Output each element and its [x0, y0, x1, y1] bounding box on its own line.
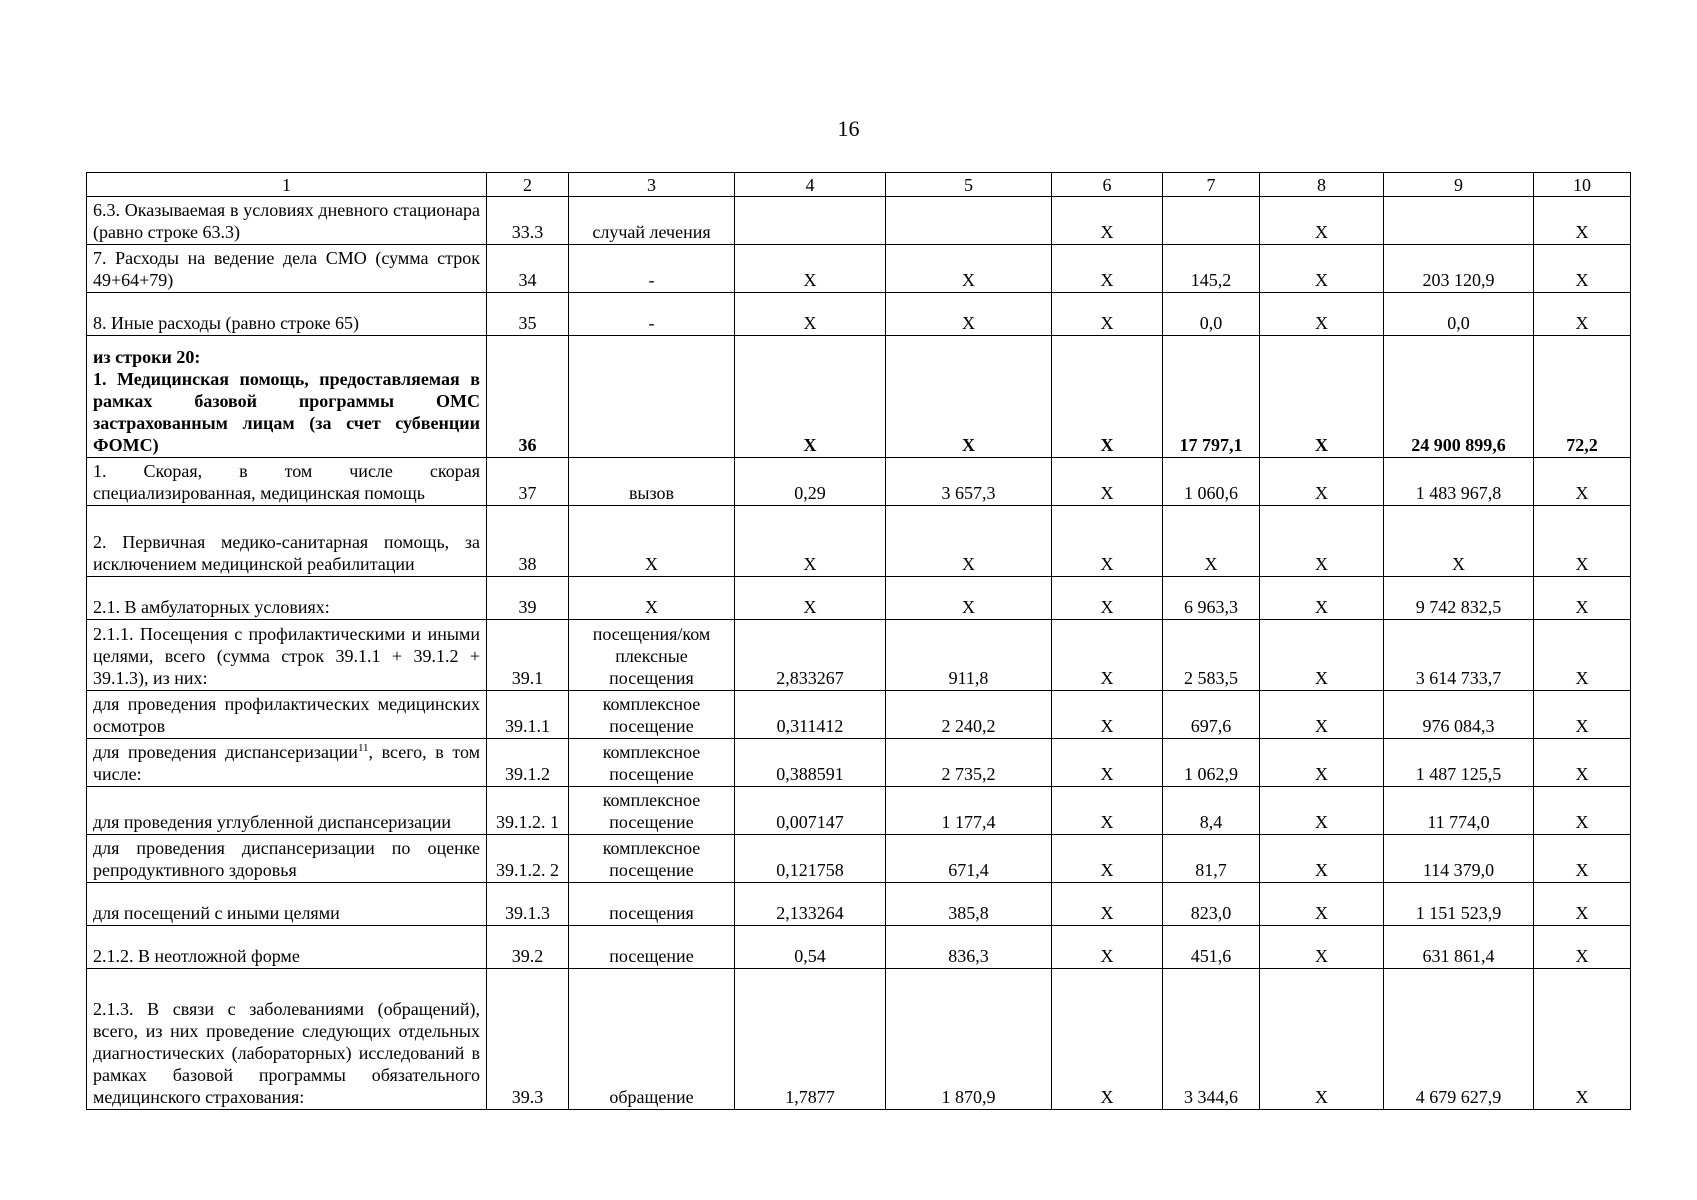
row-value-c9: 4 679 627,9 [1384, 969, 1534, 1110]
row-value-c10: 72,2 [1534, 336, 1631, 458]
row-name-text: 6.3. Оказываемая в условиях дневного стационара (равно строке 63.3) [93, 200, 480, 242]
row-value-c8: Х [1260, 926, 1384, 969]
row-value-c5: Х [886, 336, 1052, 458]
row-value-c5: Х [886, 506, 1052, 577]
row-value-c8: Х [1260, 969, 1384, 1110]
row-value-c4: 0,388591 [735, 739, 886, 787]
row-value-c7: 8,4 [1163, 787, 1260, 835]
row-unit: комплексное посещение [569, 691, 735, 739]
row-value-c10: Х [1534, 293, 1631, 336]
row-value-c4: Х [735, 293, 886, 336]
row-value-c8: Х [1260, 835, 1384, 883]
row-code: 38 [487, 506, 569, 577]
column-header: 2 [487, 173, 569, 197]
row-name [87, 458, 487, 506]
row-value-c5: Х [886, 293, 1052, 336]
row-name [87, 691, 487, 739]
row-unit: Х [569, 577, 735, 620]
column-number-row [87, 173, 1631, 197]
row-value-c6: Х [1052, 336, 1163, 458]
row-value-c7: 1 060,6 [1163, 458, 1260, 506]
row-value-c6: Х [1052, 577, 1163, 620]
row-name [87, 577, 487, 620]
row-value-c4: 2,833267 [735, 620, 886, 691]
row-value-c6: Х [1052, 883, 1163, 926]
row-value-c4: 0,311412 [735, 691, 886, 739]
table-row [87, 293, 1631, 336]
row-value-c8: Х [1260, 197, 1384, 245]
row-code: 39.1.2. 2 [487, 835, 569, 883]
row-value-c5: 2 240,2 [886, 691, 1052, 739]
row-value-c4: 0,29 [735, 458, 886, 506]
row-unit: комплексное посещение [569, 787, 735, 835]
row-code: 39.1.3 [487, 883, 569, 926]
row-value-c6: Х [1052, 245, 1163, 293]
row-value-c8: Х [1260, 691, 1384, 739]
row-value-c10: Х [1534, 835, 1631, 883]
row-code: 39.1.1 [487, 691, 569, 739]
row-name-text: 2. Первичная медико-санитарная помощь, за исключением медицинской реабилитации [93, 532, 480, 574]
row-value-c5: Х [886, 577, 1052, 620]
row-value-c7: 3 344,6 [1163, 969, 1260, 1110]
row-value-c9: 203 120,9 [1384, 245, 1534, 293]
row-name [87, 620, 487, 691]
row-value-c6: Х [1052, 620, 1163, 691]
row-code: 36 [487, 336, 569, 458]
row-value-c8: Х [1260, 883, 1384, 926]
row-value-c7: 451,6 [1163, 926, 1260, 969]
column-header: 7 [1163, 173, 1260, 197]
row-value-c7: Х [1163, 506, 1260, 577]
row-code: 39.2 [487, 926, 569, 969]
row-value-c10: Х [1534, 691, 1631, 739]
row-value-c7: 145,2 [1163, 245, 1260, 293]
row-value-c5: 671,4 [886, 835, 1052, 883]
row-code: 39.1.2 [487, 739, 569, 787]
row-value-c10: Х [1534, 577, 1631, 620]
row-value-c4: Х [735, 245, 886, 293]
row-value-c8: Х [1260, 787, 1384, 835]
row-unit: посещение [569, 926, 735, 969]
footnote-ref: 11 [357, 742, 369, 754]
row-value-c10: Х [1534, 739, 1631, 787]
row-unit: посещения [569, 883, 735, 926]
table-row [87, 506, 1631, 577]
row-name-text: 2.1.2. В неотложной форме [93, 946, 300, 966]
table-row [87, 883, 1631, 926]
row-code: 33.3 [487, 197, 569, 245]
row-value-c8: Х [1260, 336, 1384, 458]
column-header: 10 [1534, 173, 1631, 197]
row-value-c6: Х [1052, 293, 1163, 336]
row-unit: вызов [569, 458, 735, 506]
row-value-c6: Х [1052, 506, 1163, 577]
row-value-c10: Х [1534, 197, 1631, 245]
column-header: 4 [735, 173, 886, 197]
row-value-c5: 1 870,9 [886, 969, 1052, 1110]
row-value-c8: Х [1260, 577, 1384, 620]
row-name-text: для проведения диспансеризации [93, 742, 358, 762]
row-name [87, 926, 487, 969]
row-value-c5: 911,8 [886, 620, 1052, 691]
column-header: 8 [1260, 173, 1384, 197]
table-row [87, 969, 1631, 1110]
row-value-c6: Х [1052, 787, 1163, 835]
row-code: 39.1.2. 1 [487, 787, 569, 835]
row-value-c5: 3 657,3 [886, 458, 1052, 506]
row-name-text: для проведения профилактических медицинских осмотров [93, 694, 480, 736]
page-number: 16 [837, 116, 860, 141]
table-row [87, 336, 1631, 458]
table-row [87, 926, 1631, 969]
row-name [87, 835, 487, 883]
row-value-c5: 1 177,4 [886, 787, 1052, 835]
row-name-tail: , всего, в том числе: [93, 742, 480, 784]
table-row [87, 458, 1631, 506]
column-header: 9 [1384, 173, 1534, 197]
row-value-c10: Х [1534, 245, 1631, 293]
row-value-c9: 1 483 967,8 [1384, 458, 1534, 506]
row-value-c8: Х [1260, 739, 1384, 787]
row-unit: Х [569, 506, 735, 577]
row-name-text: 1. Скорая, в том числе скорая специализированная, медицинская помощь [93, 461, 480, 503]
table-row [87, 577, 1631, 620]
row-code: 39.3 [487, 969, 569, 1110]
row-value-c6: Х [1052, 926, 1163, 969]
row-value-c10: Х [1534, 969, 1631, 1110]
row-value-c9: 631 861,4 [1384, 926, 1534, 969]
row-value-c4 [735, 197, 886, 245]
row-value-c5: Х [886, 245, 1052, 293]
row-value-c6: Х [1052, 969, 1163, 1110]
row-value-c10: Х [1534, 787, 1631, 835]
row-value-c7: 1 062,9 [1163, 739, 1260, 787]
row-unit [569, 336, 735, 458]
row-value-c5: 836,3 [886, 926, 1052, 969]
row-code: 34 [487, 245, 569, 293]
row-value-c9 [1384, 197, 1534, 245]
table-row [87, 739, 1631, 787]
row-value-c9: 1 151 523,9 [1384, 883, 1534, 926]
row-name-text: 2.1.1. Посещения с профилактическими и иными целями, всего (сумма строк 39.1.1 + 39.1.2 + 39.1.3), из них: [93, 624, 480, 688]
row-value-c4: Х [735, 336, 886, 458]
table-row [87, 197, 1631, 245]
row-value-c5: 2 735,2 [886, 739, 1052, 787]
row-value-c7: 81,7 [1163, 835, 1260, 883]
row-value-c10: Х [1534, 926, 1631, 969]
row-value-c7: 823,0 [1163, 883, 1260, 926]
table-row [87, 835, 1631, 883]
row-value-c6: Х [1052, 691, 1163, 739]
row-value-c9: 976 084,3 [1384, 691, 1534, 739]
row-name [87, 506, 487, 577]
row-name [87, 787, 487, 835]
row-value-c4: Х [735, 577, 886, 620]
row-unit: обращение [569, 969, 735, 1110]
row-value-c4: Х [735, 506, 886, 577]
row-value-c4: 0,54 [735, 926, 886, 969]
row-value-c6: Х [1052, 197, 1163, 245]
row-name-text: для проведения диспансеризации по оценке репродуктивного здоровья [93, 838, 480, 880]
row-name [87, 293, 487, 336]
row-name [87, 739, 487, 787]
row-name [87, 883, 487, 926]
column-header: 5 [886, 173, 1052, 197]
row-name-text: 7. Расходы на ведение дела СМО (сумма строк 49+64+79) [93, 248, 480, 290]
row-name-text: для посещений с иными целями [93, 903, 340, 923]
row-value-c8: Х [1260, 293, 1384, 336]
row-value-c4: 0,007147 [735, 787, 886, 835]
row-name [87, 245, 487, 293]
row-value-c7: 697,6 [1163, 691, 1260, 739]
row-value-c9: 114 379,0 [1384, 835, 1534, 883]
table-row [87, 620, 1631, 691]
row-value-c9: 0,0 [1384, 293, 1534, 336]
row-name [87, 197, 487, 245]
column-header: 6 [1052, 173, 1163, 197]
row-name-text: 8. Иные расходы (равно строке 65) [93, 313, 359, 333]
row-value-c6: Х [1052, 835, 1163, 883]
row-value-c9: Х [1384, 506, 1534, 577]
row-value-c9: 1 487 125,5 [1384, 739, 1534, 787]
row-value-c4: 2,133264 [735, 883, 886, 926]
row-name-text: для проведения углубленной диспансеризации [93, 812, 452, 832]
row-code: 35 [487, 293, 569, 336]
row-value-c10: Х [1534, 506, 1631, 577]
row-unit: посещения/ком плексные посещения [569, 620, 735, 691]
column-header: 1 [87, 173, 487, 197]
row-value-c8: Х [1260, 458, 1384, 506]
row-value-c10: Х [1534, 458, 1631, 506]
row-unit: - [569, 293, 735, 336]
table-row [87, 691, 1631, 739]
row-prefix: из строки 20: [93, 347, 201, 367]
row-name-text: 2.1. В амбулаторных условиях: [93, 597, 330, 617]
row-value-c8: Х [1260, 506, 1384, 577]
row-value-c7: 2 583,5 [1163, 620, 1260, 691]
row-value-c7: 0,0 [1163, 293, 1260, 336]
row-value-c10: Х [1534, 883, 1631, 926]
row-value-c4: 0,121758 [735, 835, 886, 883]
row-value-c9: 11 774,0 [1384, 787, 1534, 835]
row-value-c6: Х [1052, 458, 1163, 506]
row-value-c4: 1,7877 [735, 969, 886, 1110]
row-unit: комплексное посещение [569, 835, 735, 883]
row-value-c7 [1163, 197, 1260, 245]
row-value-c7: 6 963,3 [1163, 577, 1260, 620]
row-value-c9: 9 742 832,5 [1384, 577, 1534, 620]
row-code: 37 [487, 458, 569, 506]
table-row [87, 245, 1631, 293]
row-code: 39 [487, 577, 569, 620]
row-value-c7: 17 797,1 [1163, 336, 1260, 458]
row-value-c5: 385,8 [886, 883, 1052, 926]
row-name [87, 969, 487, 1110]
row-name-text: 2.1.3. В связи с заболеваниями (обращений), всего, из них проведение следующих отдельных диагностических (лабораторных) исследований в рамках базовой программы обязательного медицинского страхования: [93, 999, 480, 1107]
row-value-c9: 3 614 733,7 [1384, 620, 1534, 691]
data-table [86, 172, 1631, 1110]
row-unit: случай лечения [569, 197, 735, 245]
row-value-c8: Х [1260, 245, 1384, 293]
row-value-c10: Х [1534, 620, 1631, 691]
row-code: 39.1 [487, 620, 569, 691]
row-value-c9: 24 900 899,6 [1384, 336, 1534, 458]
row-value-c5 [886, 197, 1052, 245]
table-row [87, 787, 1631, 835]
row-unit: комплексное посещение [569, 739, 735, 787]
row-unit: - [569, 245, 735, 293]
row-value-c8: Х [1260, 620, 1384, 691]
row-name-text: 1. Медицинская помощь, предоставляемая в рамках базовой программы ОМС застрахованным лицам (за счет субвенции ФОМС) [93, 369, 480, 455]
row-name [87, 336, 487, 458]
column-header: 3 [569, 173, 735, 197]
row-value-c6: Х [1052, 739, 1163, 787]
